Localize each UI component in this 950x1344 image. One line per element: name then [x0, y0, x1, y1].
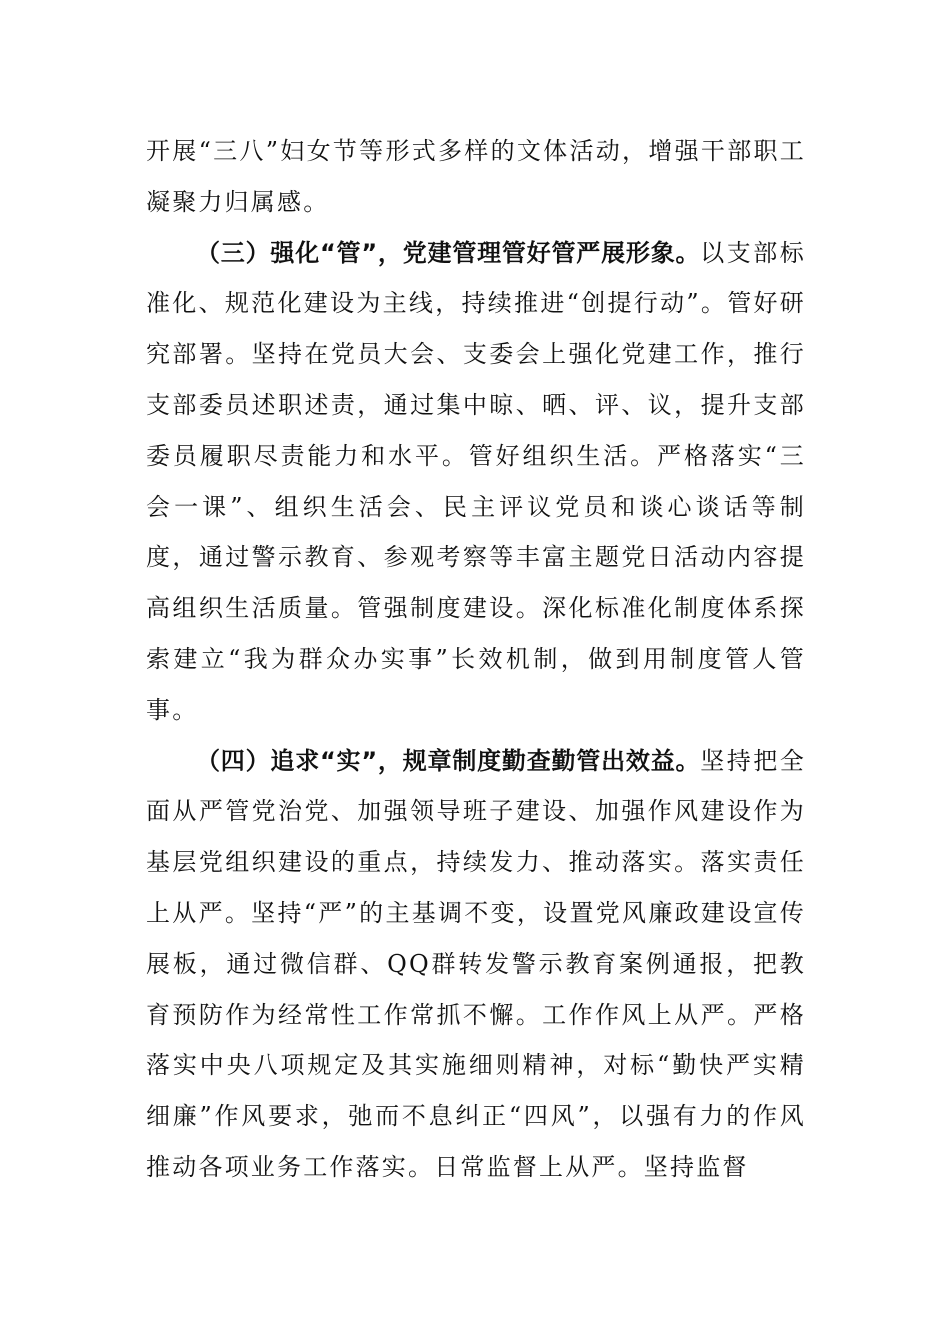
section-heading-4: （四）追求“实”，规章制度勤查勤管出效益。 — [196, 746, 701, 775]
document-body — [146, 126, 806, 1193]
paragraph-section-3 — [146, 228, 806, 736]
paragraph-text: 开展“三八”妇女节等形式多样的文体活动，增强干部职工凝聚力归属感。 — [146, 137, 806, 216]
paragraph-section-4 — [146, 736, 806, 1193]
section-heading-3: （三）强化“管”，党建管理管好管严展形象。 — [196, 238, 701, 267]
paragraph-text: 坚持把全面从严管党治党、加强领导班子建设、加强作风建设作为基层党组织建设的重点，持续发力、推动落实。落实责任上从严。坚持“严”的主基调不变，设置党风廉政建设宣传展板，通过微信群、QQ群转发警示教育案例通报，把教育预防作为经常性工作常抓不懈。工作作风上从严。严格落实中央八项规定及其实施细则精神，对标“勤快严实精细廉”作风要求，弛而不息纠正“四风”，以强有力的作风推动各项业务工作落实。日常监督上从严。坚持监督 — [146, 746, 806, 1181]
paragraph-continuation — [146, 126, 806, 228]
paragraph-text: 以支部标准化、规范化建设为主线，持续推进“创提行动”。管好研究部署。坚持在党员大会、支委会上强化党建工作，推行支部委员述职述责，通过集中晾、晒、评、议，提升支部委员履职尽责能力和水平。管好组织生活。严格落实“三会一课”、组织生活会、民主评议党员和谈心谈话等制度，通过警示教育、参观考察等丰富主题党日活动内容提高组织生活质量。管强制度建设。深化标准化制度体系探索建立“我为群众办实事”长效机制，做到用制度管人管事。 — [146, 238, 806, 724]
